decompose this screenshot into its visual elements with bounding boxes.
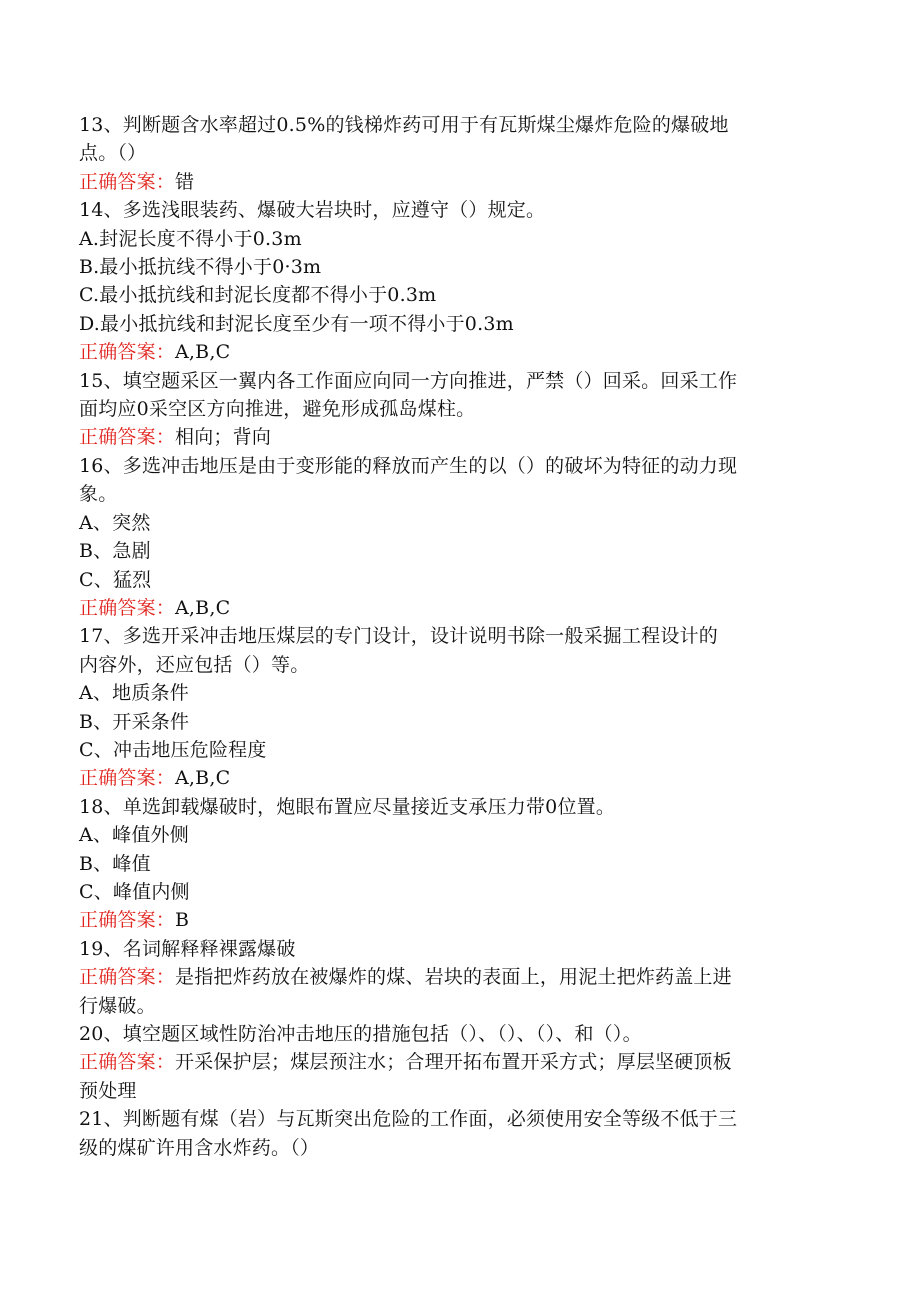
text-line: 17、多选开采冲击地压煤层的专门设计，设计说明书除一般采掘工程设计的 [79,625,718,648]
answer-line [79,594,824,622]
answer-label: 正确答案： [79,966,176,989]
answer-label: 正确答案： [79,767,176,790]
answer-line [79,423,824,451]
answer-label: 正确答案： [79,1051,176,1074]
text-line: C、峰值内侧 [79,880,190,903]
answer-value: 相向；背向 [175,426,272,449]
text-line: 预处理 [79,1079,137,1102]
text-line: 13、判断题含水率超过0.5%的钱梯炸药可用于有瓦斯煤尘爆炸危险的爆破地 [79,114,729,136]
answer-label: 正确答案： [79,341,176,364]
answer-line [79,906,824,934]
text-line: 19、名词解释释裸露爆破 [79,937,296,960]
text-line: 级的煤矿许用含水炸药。（） [79,1136,320,1159]
text-line: C、冲击地压危险程度 [79,738,267,761]
text-line: B、急剧 [79,540,151,563]
answer-value: A,B,C [175,341,231,364]
text-line: 20、填空题区域性防治冲击地压的措施包括（）、（）、（）、和（）。 [79,1023,642,1045]
text-line: 行爆破。 [79,994,156,1017]
text-line: 14、多选浅眼装药、爆破大岩块时，应遵守（）规定。 [79,199,546,222]
answer-label: 正确答案： [79,426,176,449]
text-line: 象。 [79,483,118,506]
answer-value: 错 [175,170,195,193]
text-line: 16、多选冲击地压是由于变形能的释放而产生的以（）的破坏为特征的动力现 [79,454,738,477]
answer-label: 正确答案： [79,596,176,619]
answer-line [79,1048,824,1076]
text-line: C.最小抵抗线和封泥长度都不得小于0.3m [79,284,437,307]
text-line: 面均应0采空区方向推进，避免形成孤岛煤柱。 [79,398,476,421]
text-line: A、地质条件 [79,682,189,705]
answer-label: 正确答案： [79,909,176,932]
document-body [79,111,824,1162]
text-line: D.最小抵抗线和封泥长度至少有一项不得小于0.3m [79,312,514,335]
text-line: 18、单选卸载爆破时，炮眼布置应尽量接近支承压力带0位置。 [79,795,616,818]
text-line: C、猛烈 [79,568,152,591]
text-line: B.最小抵抗线不得小于0·3m [79,256,322,279]
answer-line [79,338,824,366]
text-line: 15、填空题采区一翼内各工作面应向同一方向推进，严禁（）回采。回采工作 [79,369,738,392]
text-line: A、突然 [79,511,151,534]
text-line: A.封泥长度不得小于0.3m [79,227,302,250]
text-line: 21、判断题有煤（岩）与瓦斯突出危险的工作面，必须使用安全等级不低于三 [79,1108,738,1131]
answer-line [79,764,824,792]
text-line: 点。（） [79,142,147,165]
text-line: 内容外，还应包括（）等。 [79,653,310,676]
answer-value: A,B,C [175,596,231,619]
text-line: A、峰值外侧 [79,824,189,847]
answer-line [79,963,824,991]
answer-line [79,168,824,196]
text-line: B、开采条件 [79,710,190,733]
text-line: B、峰值 [79,852,151,875]
answer-label: 正确答案： [79,170,176,193]
answer-value: B [175,909,190,932]
answer-value: 是指把炸药放在被爆炸的煤、岩块的表面上，用泥土把炸药盖上进 [175,966,732,989]
answer-value: 开采保护层；煤层预注水；合理开拓布置开采方式；厚层坚硬顶板 [175,1051,732,1074]
answer-value: A,B,C [175,767,231,790]
